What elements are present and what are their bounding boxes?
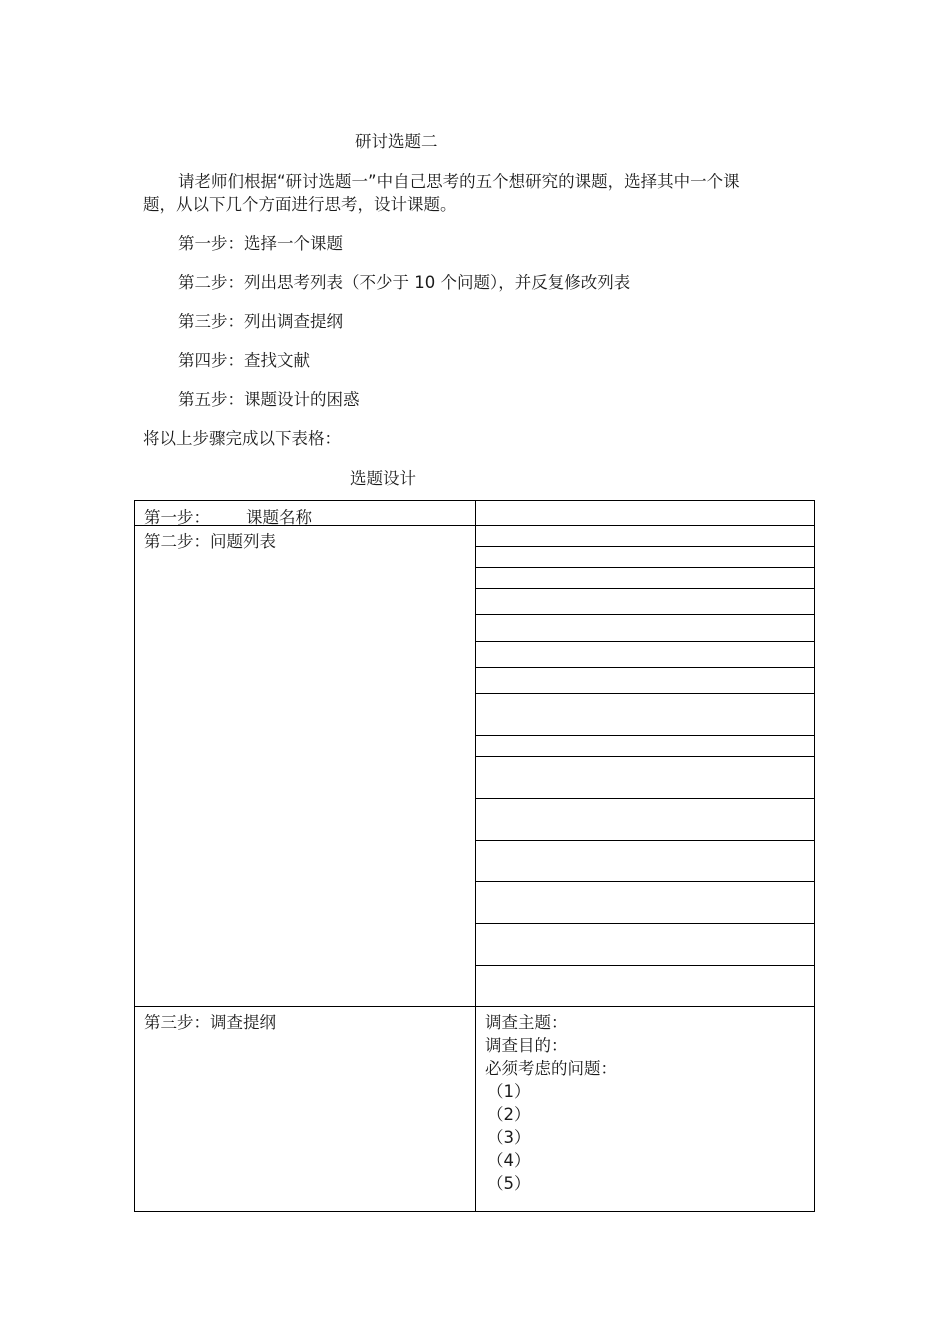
intro-line-1: 请老师们根据“研讨选题一”中自己思考的五个想研究的课题，选择其中一个课 [178,172,740,191]
row-divider-1 [135,525,814,526]
question-line [475,614,815,615]
survey-topic: 调查主题： [485,1013,568,1032]
question-line [475,881,815,882]
design-table [134,500,815,1212]
table-title: 选题设计 [350,469,416,488]
question-line [475,641,815,642]
question-line [475,588,815,589]
step-3: 第三步：列出调查提纲 [178,312,343,331]
survey-purpose: 调查目的： [485,1036,568,1055]
step-2: 第二步：列出思考列表（不少于 10 个问题），并反复修改列表 [178,273,631,292]
question-line [475,798,815,799]
survey-must-consider: 必须考虑的问题： [485,1059,617,1078]
question-line [475,567,815,568]
row1-label: 第一步： [144,508,210,527]
survey-item: （4） [487,1151,531,1170]
row2-label: 第二步：问题列表 [144,532,276,551]
question-line [475,693,815,694]
question-line [475,756,815,757]
survey-item: （2） [487,1105,531,1124]
row3-label: 第三步：调查提纲 [144,1013,276,1032]
table-column-divider [475,501,476,1211]
question-line [475,735,815,736]
question-line [475,840,815,841]
row1-topic-name: 课题名称 [246,508,312,527]
question-line [475,965,815,966]
question-line [475,667,815,668]
step-4: 第四步：查找文献 [178,351,310,370]
intro-line-2: 题，从以下几个方面进行思考，设计课题。 [143,195,457,214]
question-line [475,923,815,924]
row-divider-2 [135,1006,814,1007]
question-line [475,546,815,547]
step-5: 第五步：课题设计的困惑 [178,390,360,409]
survey-item: （3） [487,1128,531,1147]
page-title: 研讨选题二 [355,132,438,151]
step-1: 第一步：选择一个课题 [178,234,343,253]
survey-item: （5） [487,1174,531,1193]
survey-item: （1） [487,1082,531,1101]
instruction-text: 将以上步骤完成以下表格： [143,429,341,448]
